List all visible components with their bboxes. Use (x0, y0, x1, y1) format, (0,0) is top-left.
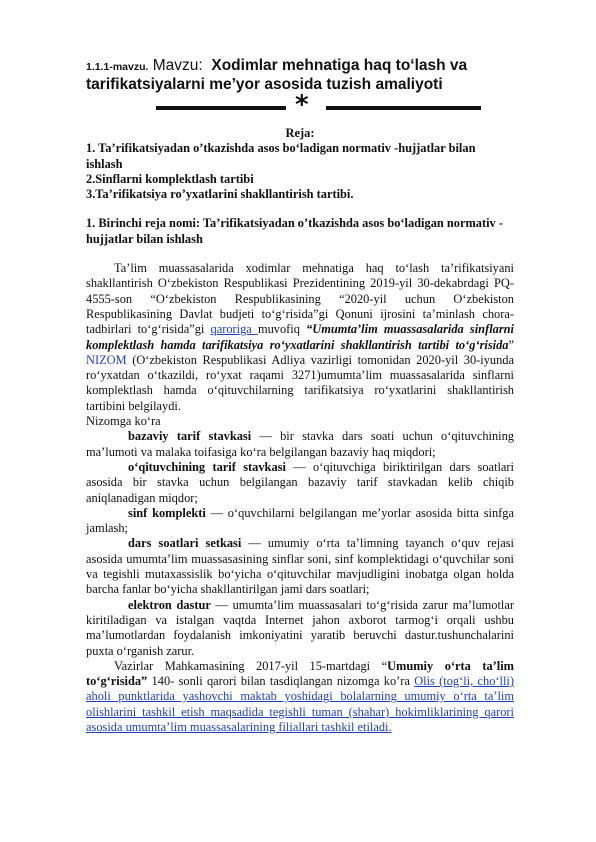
decorative-divider (86, 90, 514, 120)
first-plan-heading: 1. Birinchi reja nomi: Ta’rifikatsiyadan o’tkazishda asos bo‘ladigan normativ -hujjatlar bilan ishlash (86, 216, 503, 246)
document-body (86, 57, 514, 735)
definition-term: dars soatlari setkasi (128, 536, 242, 551)
definition-text: o‘quvchilarni belgilangan me’yorlar asosida bitta sinfga jamlash; (86, 505, 514, 536)
definition-item (86, 506, 514, 537)
divider-bar-right (326, 106, 481, 110)
topic-tag: 1.1.1-mavzu. (86, 61, 149, 73)
star-icon: * (295, 90, 309, 120)
nizom-link[interactable]: NIZOM (86, 352, 127, 367)
definition-item (86, 598, 514, 659)
topic-mavzu-label: Mavzu: (152, 57, 203, 74)
nizom-label: Nizomga ko‘ra (86, 414, 161, 429)
nizom-title: “Umumta’lim muassasalarida sinflarni komplektlash hamda tarifikatsiya ro‘yxatlarini shakllantirish tartibi to‘g‘risida (86, 322, 514, 352)
definition-text: umumta’lim muassasalari to‘g‘risida zarur ma’lumotlar kiritiladigan va istalgan vaqtda Internet jahon axborot tarmog‘i orqali ushbu ma’lumotlardan foydalanish imkoniyatini yaratib beruvchi dastur.tushunchalarini puxta o‘rganish zarur. (86, 597, 514, 658)
paragraph-text: 140- sonli qarori bilan tasdiqlangan nizomga ko’ra (147, 674, 415, 689)
paragraph-text: ” (508, 337, 514, 352)
definition-item (86, 429, 514, 460)
paragraph-text: (O‘zbekiston Respublikasi Adliya vazirligi tomonidan 2020-yil 30-iyunda ro‘yxatdan o‘tkazildi, ro‘yxat raqami 3271)umumta’lim muassasalarida sinflarni komplektlash hamda o‘qituvchilarning tarifikatsiya ro‘yxatlarini shakllantirish tartibini belgilaydi. (86, 352, 514, 413)
definition-dash: — (285, 459, 313, 474)
definition-text: umumiy o‘rta ta’limning tayanch o‘quv rejasi asosida umumta’lim muassasasining sinflar soni, sinf komplektidagi o‘quvchilar soni va tegishli mutaxassislik bo‘yicha o‘qituvchilar mavjudligini inobatga olgan holda barcha fanlar bo‘yicha shakllantirilgan jami dars soatlari; (86, 536, 514, 597)
intro-paragraph (86, 261, 514, 414)
definition-item (86, 536, 514, 597)
paragraph-text: Vazirlar Mahkamasining 2017-yil 15-martdagi “ (114, 658, 388, 673)
definition-dash: — (241, 536, 268, 551)
plan-title: Reja: (285, 126, 315, 140)
plan-item: 3.Ta’rifikatsiya ro’yxatlarini shakllantirish tartibi. (86, 187, 354, 202)
definition-term: o‘qituvchining tarif stavkasi (128, 459, 286, 474)
topic-heading (86, 57, 514, 94)
divider-bar-left (156, 106, 286, 110)
paragraph-text: Ta’lim muassasalarida xodimlar mehnatiga haq to‘lash ta’rifikatsiyani shakllantirish O‘zbekiston Respublikasi Prezidentining 2019-yil 30-dekabrdagi PQ-4555-son “O‘zbekiston Respublikasining “2020-yil uchun O‘zbekiston Respublikasining Davlat budjeti to‘g‘risida”gi Qonuni ijrosini ta’minlash chora-tadbirlari to‘g‘risida”gi (86, 261, 514, 337)
topic-title: Xodimlar mehnatiga haq to‘lash va tarifikatsiyalarni me’yor asosida tuzish amaliyoti (86, 57, 468, 93)
definition-term: bazaviy tarif stavkasi (128, 429, 252, 444)
closing-paragraph (86, 659, 514, 735)
definition-text: o‘qituvchiga biriktirilgan dars soatlari asosida bir stavka uchun belgilangan bazaviy tarif stavkadan kelib chiqib aniqlanadigan miqdor; (86, 459, 514, 505)
regulation-title: Umumiy o‘rta ta’lim to‘g‘risida” (86, 658, 514, 689)
paragraph-text: muvofiq (257, 322, 307, 337)
qaror-link[interactable]: qaroriga (210, 322, 258, 337)
definition-term: sinf komplekti (128, 505, 206, 520)
plan-item: 2.Sinflarni komplektlash tartibi (86, 171, 254, 186)
plan-item: 1. Ta’rifikatsiyadan o’tkazishda asos bo‘ladigan normativ -hujjatlar bilan ishlash (86, 141, 476, 171)
definition-dash: — (205, 505, 228, 520)
definition-text: bir stavka dars soati uchun o‘qituvchining ma’lumoti va malaka toifasiga ko‘ra belgilangan bazaviy haq miqdori; (86, 429, 514, 459)
filials-link[interactable]: Olis (tog‘li, cho‘lli) aholi punktlarida yashovchi maktab yoshidagi bolalarning umumiy o‘rta ta’lim olishlarini tashkil etish maqsadida tegishli tuman (shahar) hokimliklarining qarori asosida umumta’lim muassasalarining filiallari tashkil etiladi. (86, 674, 514, 734)
definition-item (86, 460, 514, 506)
definition-term: elektron dastur (128, 597, 211, 612)
definition-dash: — (251, 429, 281, 444)
definition-dash: — (210, 597, 233, 612)
